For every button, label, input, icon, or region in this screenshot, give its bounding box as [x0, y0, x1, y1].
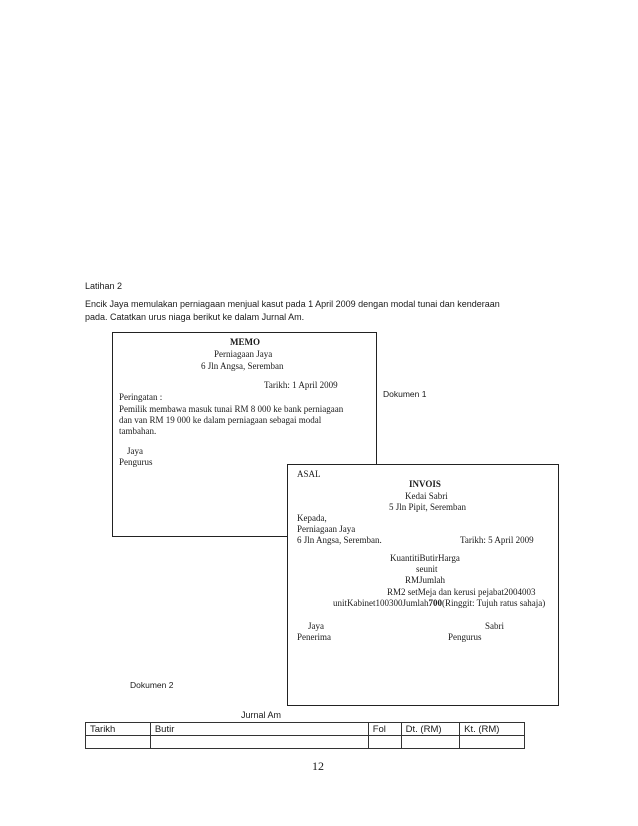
page-number: 12 — [312, 759, 324, 773]
exercise-instruction-line-2: pada. Catatkan urus niaga berikut ke dalam Jurnal Am. — [85, 312, 305, 322]
invois-columns: KuantitiButirHarga — [390, 553, 460, 563]
jurnal-header-row — [86, 723, 525, 736]
invois-seunit: seunit — [416, 564, 438, 574]
invois-buyer-address: 6 Jln Angsa, Seremban. — [297, 535, 382, 545]
memo-body-line-2: dan van RM 19 000 ke dalam perniagaan sebagai modal — [119, 415, 322, 425]
exercise-title: Latihan 2 — [85, 281, 123, 291]
invois-seller-address: 5 Jln Pipit, Seremban — [389, 502, 466, 512]
memo-heading: MEMO — [230, 337, 260, 347]
jurnal-title: Jurnal Am — [241, 710, 282, 720]
jurnal-empty-row — [86, 736, 525, 749]
jurnal-header-butir: Butir — [150, 723, 368, 736]
invois-total-words: (Ringgit: Tujuh ratus sahaja) — [442, 598, 546, 608]
memo-body-line-3: tambahan. — [119, 426, 157, 436]
invois-to-label: Kepada, — [297, 513, 327, 523]
exercise-instruction-line-1: Encik Jaya memulakan perniagaan menjual kasut pada 1 April 2009 dengan modal tunai dan kenderaan — [85, 299, 500, 309]
invois-item-line: RM2 setMeja dan kerusi pejabat2004003 — [387, 587, 536, 597]
jurnal-table — [85, 722, 525, 749]
invois-total-prefix: unitKabinet100300Jumlah — [333, 598, 429, 608]
invois-heading: INVOIS — [409, 479, 441, 489]
jurnal-header-kredit: Kt. (RM) — [460, 723, 525, 736]
invois-buyer: Perniagaan Jaya — [297, 524, 356, 534]
jurnal-cell — [150, 736, 368, 749]
memo-signer: Jaya — [127, 446, 143, 456]
invois-receiver-title: Penerima — [297, 632, 331, 642]
memo-date: Tarikh: 1 April 2009 — [264, 380, 338, 390]
dokumen-1-label: Dokumen 1 — [383, 389, 427, 399]
invois-receiver: Jaya — [308, 621, 324, 631]
jurnal-header-fol: Fol — [368, 723, 401, 736]
invois-date: Tarikh: 5 April 2009 — [460, 535, 534, 545]
dokumen-2-label: Dokumen 2 — [130, 680, 174, 690]
jurnal-header-tarikh: Tarikh — [86, 723, 151, 736]
jurnal-header-debit: Dt. (RM) — [401, 723, 459, 736]
memo-salutation: Peringatan : — [119, 392, 163, 402]
memo-business-name: Perniagaan Jaya — [214, 349, 273, 359]
invois-asal: ASAL — [297, 469, 321, 479]
jurnal-cell — [401, 736, 459, 749]
memo-address: 6 Jln Angsa, Seremban — [201, 361, 284, 371]
invois-sender-title: Pengurus — [448, 632, 482, 642]
invois-rm-jumlah: RMJumlah — [405, 575, 446, 585]
jurnal-cell — [368, 736, 401, 749]
memo-signer-title: Pengurus — [119, 457, 153, 467]
jurnal-cell — [86, 736, 151, 749]
memo-body-line-1: Pemilik membawa masuk tunai RM 8 000 ke bank perniagaan — [119, 404, 344, 414]
invois-total-line — [333, 598, 545, 608]
invois-seller: Kedai Sabri — [405, 491, 448, 501]
invois-sender: Sabri — [485, 621, 504, 631]
invois-total-value: 700 — [428, 598, 442, 608]
jurnal-cell — [460, 736, 525, 749]
